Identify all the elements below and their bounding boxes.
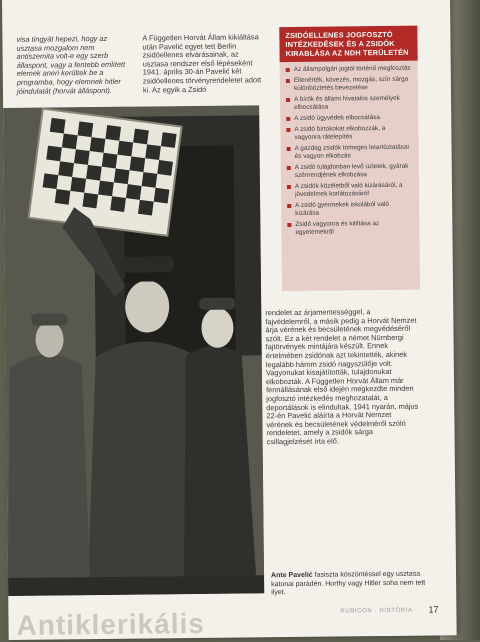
photo-caption — [271, 571, 431, 598]
footer-label: RUBICON · HISTÓRIA — [340, 607, 413, 615]
list-item: A zsidó gyermekek iskolából való kizárása — [287, 201, 413, 218]
list-item: Ellenérték, kövezés, mozgás, szín sárga különböztetés bevezetése — [286, 76, 412, 93]
next-article-title: Antiklerikális — [16, 607, 206, 641]
list-item: A zsidó birtokokat elkobozzák, a vagyonra rátelepítés — [286, 125, 412, 142]
list-item: A zsidó tulajdonban levő üzletek, gyárak szénrendjének elkobzása — [287, 163, 413, 180]
sidebar-list — [280, 61, 420, 244]
list-item: A zsidó ügyvédek elbocsátása — [286, 114, 412, 123]
list-item: Zsidó vagyonra és kitiltása az egyetemekről — [287, 220, 413, 237]
sidebar-heading: ZSIDÓELLENES JOGFOSZTÓ INTÉZKEDÉSEK ÉS A ZSIDÓK KIRABLÁSA AZ NDH TERÜLETÉN — [279, 26, 417, 62]
text-column-top-right — [142, 33, 263, 94]
sidebar-box — [279, 26, 420, 291]
magazine-page — [2, 0, 457, 640]
list-item: A bírók és állami hivatalos személyek elbocsátása — [286, 95, 412, 112]
list-item: Az állampolgári jogtól történő megfosztás — [286, 65, 412, 74]
list-item: A zsidók közéletből való kizárásáról, a jövedelmek korlátozásáról — [287, 182, 413, 199]
top-left-paragraph: visa tingyát hepezi, hogy az usztasa mozgalom nem antiszemita volt-e egy szerb állaspont, vagy a fentebb említett elemek aneri kerültek be a programba, hogy elemnek hitler jóindulatát (horvát álláspont). — [16, 33, 126, 96]
page-number: 17 — [428, 604, 439, 615]
caption-text: fasiszta köszöntéssel egy usztasa katonai parádén. Horthy vagy Hitler soha nem tett ilyet. — [271, 570, 426, 597]
historical-photo — [3, 105, 264, 596]
list-item: A gazdag zsidók tömeges letartóztatásai és vagyon elkobzás — [287, 144, 413, 161]
photo-illustration — [3, 105, 264, 596]
text-column-top-left — [16, 35, 129, 96]
top-right-paragraph: A Független Horvát Állam kikiáltása után Pavelić egyet tett Berlin zsidóellenes elvárásainak, az usztasa rendszer első lépéseként 1941. április 30-án Pavelić két zsidóellenes törvényrendeletet adott ki. Az egyik a Zsidó — [142, 32, 262, 95]
right-paragraph: rendelet az árjamentességgel, a fajvédelemről, a másik pedig a Horvát Nemzet árja vérének és becsületének megvédéséről szólt. Ez a két rendelet a német Nürnbergi fajtörvények mintájára készült. Ennek értelmében zsidónak azt tekintették, akinek legalább három zsidó nagyszülője volt. Vagyonukat kisajátították, tulajdonukat elkobozták. A Független Horvát Állam már fennállásának első idején megkezdte minden jogfosztó intézkedés meghozatalát, a deportálások is elindultak. 1941 nyarán, május 22-én Pavelić aláírta a Horvát Nemzet vérének és becsületének védelméről szóló rendeletet, amely a zsidók sárga csillagjelzését írta elő. — [265, 307, 419, 447]
caption-name: Ante Pavelić — [271, 571, 313, 580]
text-column-right — [265, 308, 418, 447]
